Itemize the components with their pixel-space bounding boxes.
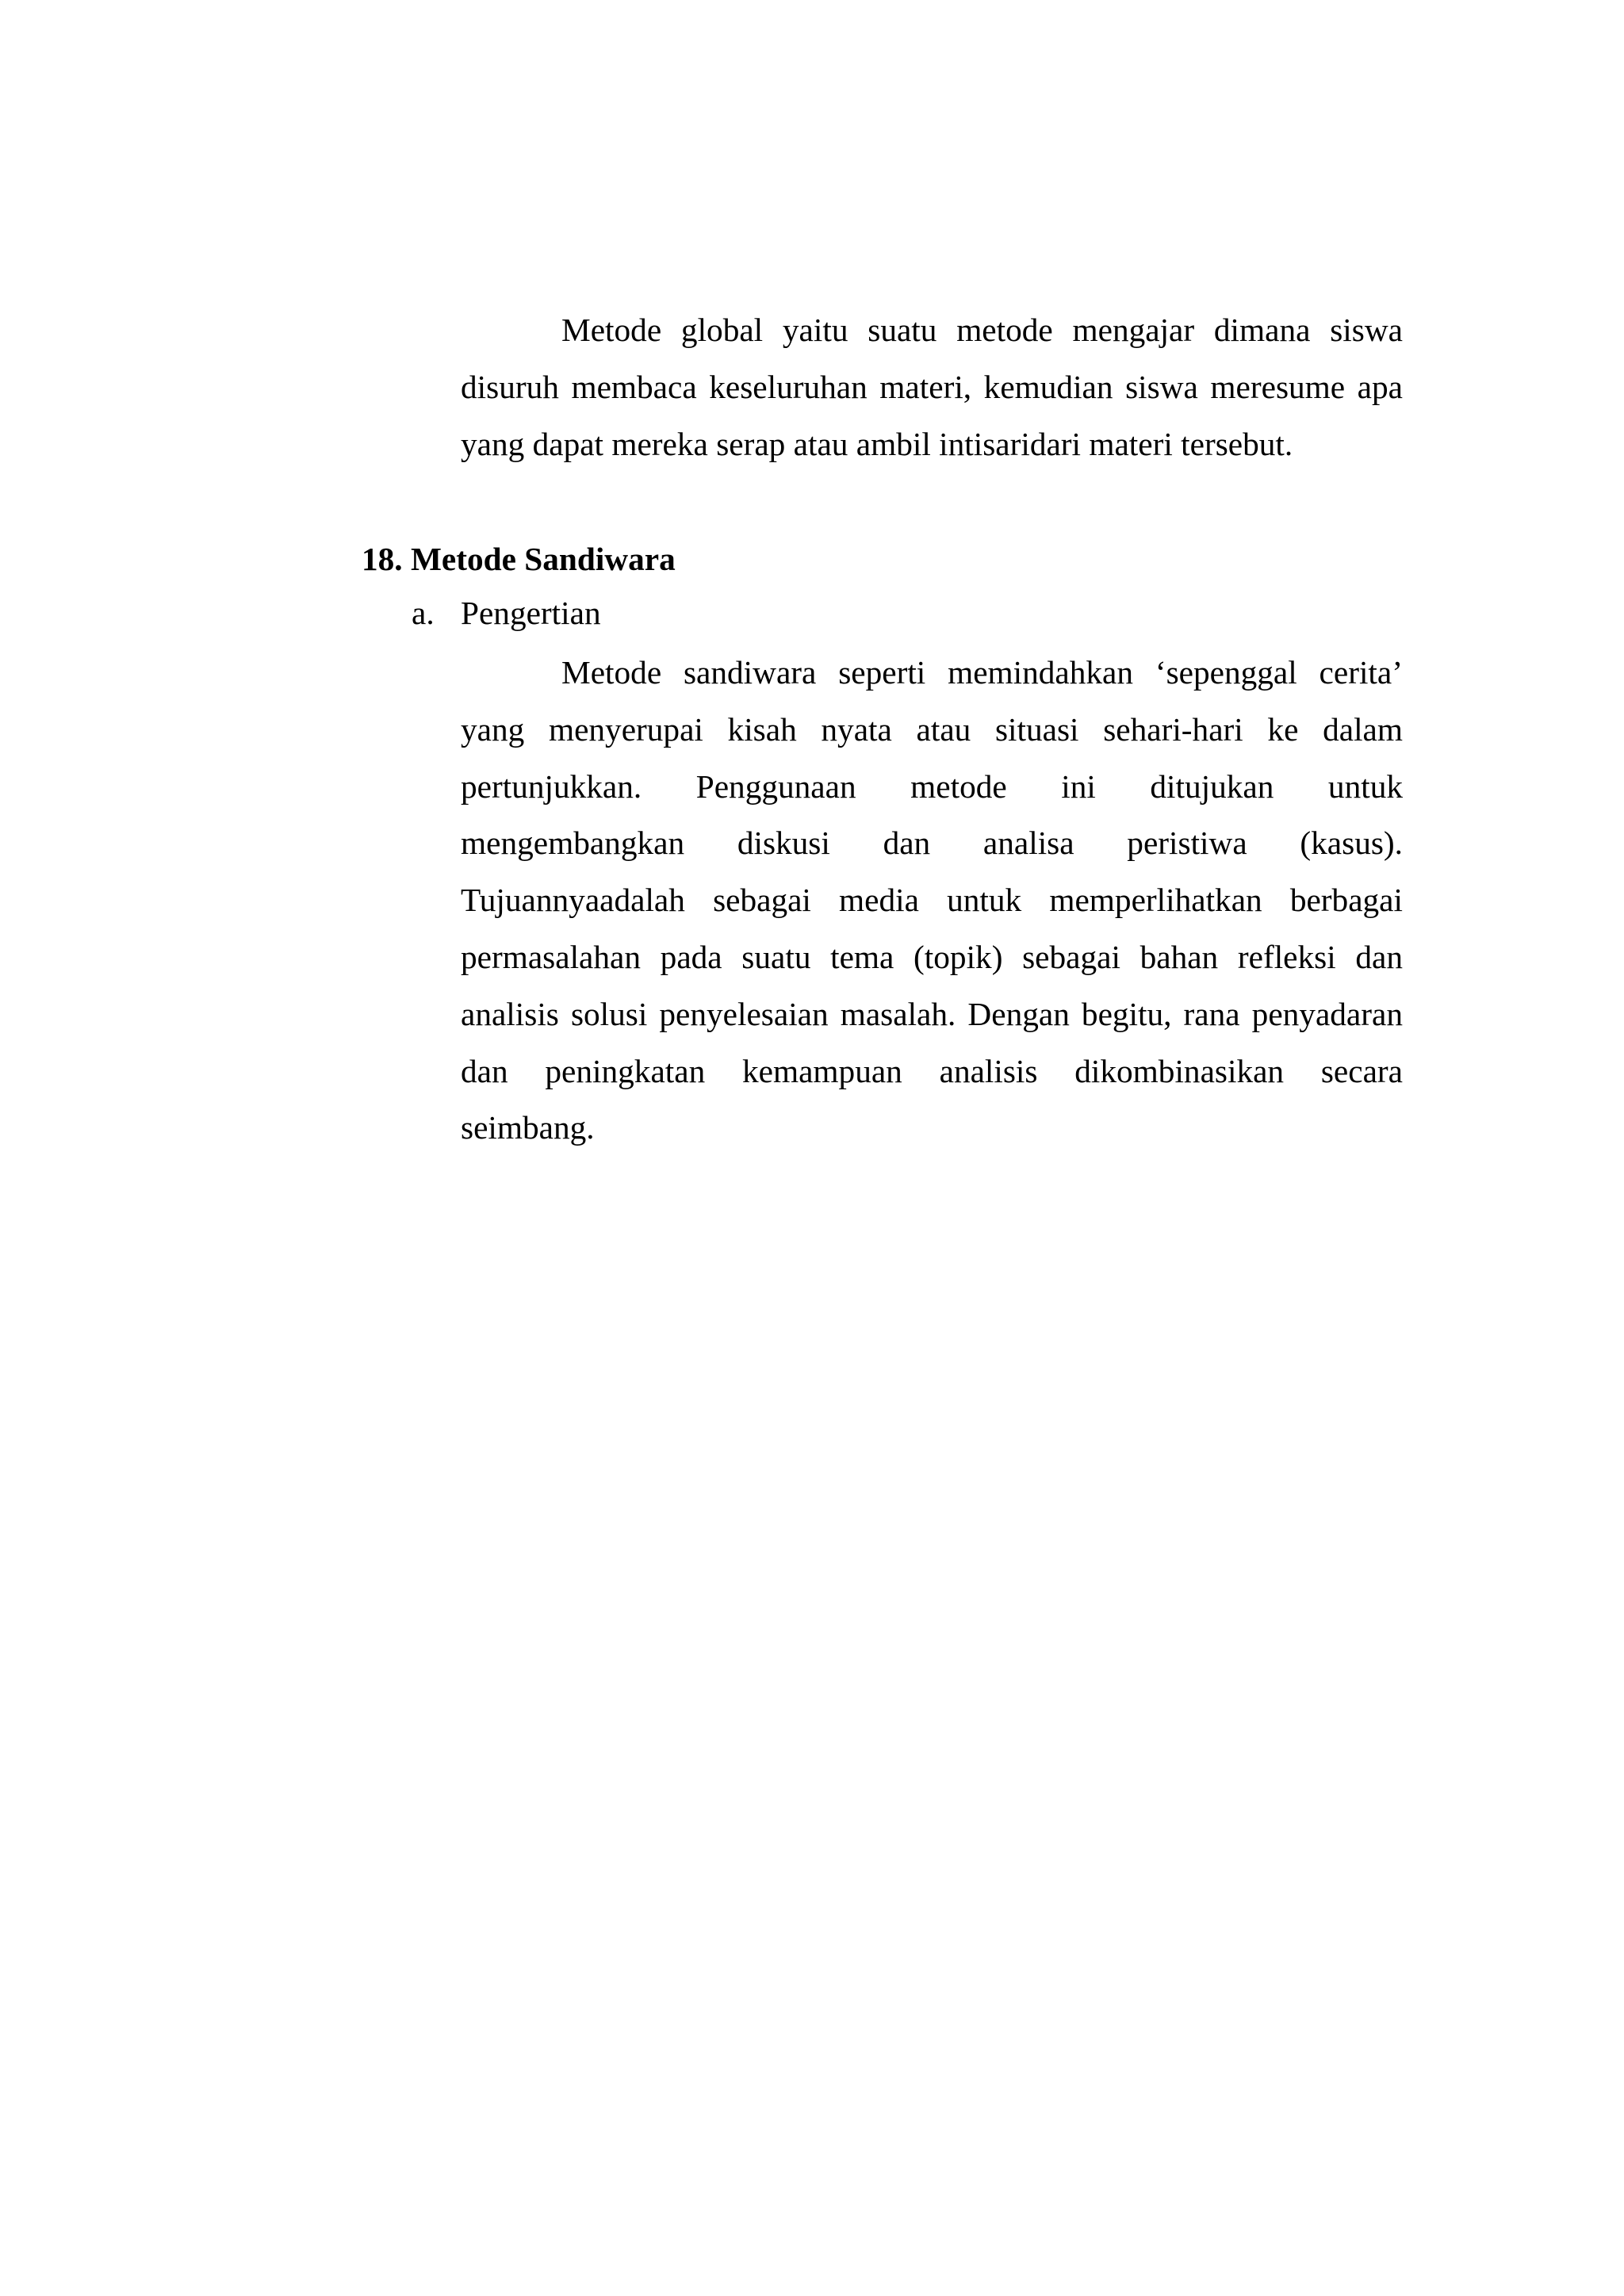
paragraph-line: analisis solusi penyelesaian masalah. Dengan begitu, rana penyadaran	[461, 995, 1403, 1032]
subsection-marker: a.	[412, 595, 435, 631]
paragraph-line: mengembangkan diskusi dan analisa peristiwa (kasus).	[461, 825, 1403, 862]
paragraph-line: Tujuannyaadalah sebagai media untuk memperlihatkan berbagai	[461, 882, 1403, 919]
paragraph-line: pertunjukkan. Penggunaan metode ini ditujukan untuk	[461, 767, 1403, 805]
paragraph-line: yang menyerupai kisah nyata atau situasi sehari-hari ke dalam	[461, 710, 1403, 748]
subsection-title: Pengertian	[461, 595, 601, 631]
paragraph-line: dan peningkatan kemampuan analisis dikombinasikan secara	[461, 1052, 1403, 1089]
paragraph-metode-global	[461, 302, 1403, 473]
paragraph-line: Metode global yaitu suatu metode mengajar dimana siswa	[561, 312, 1403, 348]
paragraph-pengertian	[461, 645, 1403, 1157]
section-heading: 18. Metode Sandiwara	[362, 541, 676, 577]
paragraph-line: disuruh membaca keseluruhan materi, kemudian siswa meresume apa	[461, 368, 1403, 405]
paragraph-line: permasalahan pada suatu tema (topik) sebagai bahan refleksi dan	[461, 938, 1403, 975]
paragraph-line: seimbang.	[461, 1109, 595, 1146]
paragraph-line: yang dapat mereka serap atau ambil intisaridari materi tersebut.	[461, 425, 1293, 462]
paragraph-line: Metode sandiwara seperti memindahkan ‘sepenggal cerita’	[561, 654, 1403, 691]
